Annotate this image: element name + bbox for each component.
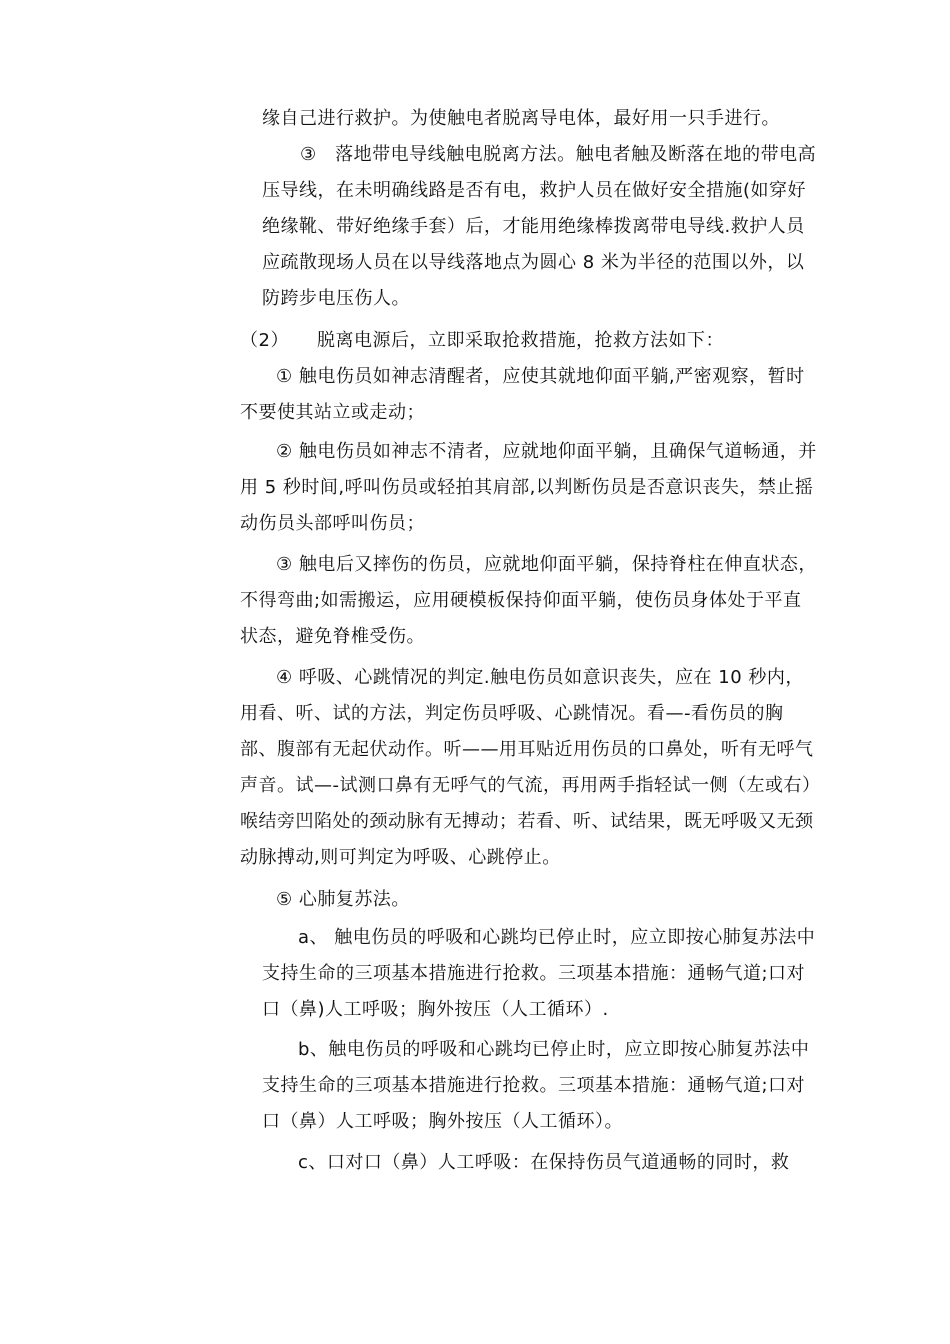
paragraph-item-1-conscious: ① 触电伤员如神志清醒者，应使其就地仰面平躺,严密观察，暂时不要使其站立或走动； bbox=[240, 366, 805, 423]
paragraph-sub-b: b、触电伤员的呼吸和心跳均已停止时，应立即按心肺复苏法中支持生命的三项基本措施进行抢救。三项基本措施：通畅气道;口对口（鼻）人工呼吸；胸外按压（人工循环）。 bbox=[262, 1039, 810, 1132]
paragraph-item-3-ground-wire: ③ 落地带电导线触电脱离方法。触电者触及断落在地的带电高压导线，在未明确线路是否有电，救护人员在做好安全措施(如穿好绝缘靴、带好绝缘手套）后，才能用绝缘棒拨离带电导线.救护人员应疏散现场人员在以导线落地点为圆心 8 米为半径的范围以外，以防跨步电压伤人。 bbox=[262, 144, 817, 309]
paragraph-sub-a: a、 触电伤员的呼吸和心跳均已停止时，应立即按心肺复苏法中支持生命的三项基本措施进行抢救。三项基本措施：通畅气道;口对口（鼻)人工呼吸；胸外按压（人工循环）. bbox=[262, 927, 816, 1020]
paragraph-item-2-unconscious: ② 触电伤员如神志不清者，应就地仰面平躺，且确保气道畅通，并用 5 秒时间,呼叫伤员或轻拍其肩部,以判断伤员是否意识丧失，禁止摇动伤员头部呼叫伤员； bbox=[240, 441, 817, 534]
paragraph-continuation: 缘自己进行救护。为使触电者脱离导电体，最好用一只手进行。 bbox=[262, 108, 780, 129]
paragraph-sub-c: c、口对口（鼻）人工呼吸：在保持伤员气道通畅的同时，救 bbox=[298, 1152, 790, 1173]
paragraph-item-5-cpr: ⑤ 心肺复苏法。 bbox=[276, 889, 410, 910]
paragraph-item-4-breathing-check: ④ 呼吸、心跳情况的判定.触电伤员如意识丧失，应在 10 秒内，用看、听、试的方法，判定伤员呼吸、心跳情况。看—-看伤员的胸部、腹部有无起伏动作。听——用耳贴近用伤员的口鼻处，听有无呼气声音。试—-试测口鼻有无呼气的气流，再用两手指轻试一侧（左或右）喉结旁凹陷处的颈动脉有无搏动；若看、听、试结果，既无呼吸又无颈动脉搏动,则可判定为呼吸、心跳停止。 bbox=[240, 667, 814, 868]
paragraph-section-2-heading: （2） 脱离电源后，立即采取抢救措施，抢救方法如下： bbox=[240, 330, 724, 351]
paragraph-item-3-fall-injury: ③ 触电后又摔伤的伤员，应就地仰面平躺，保持脊柱在伸直状态，不得弯曲;如需搬运，应用硬模板保持仰面平躺，使伤员身体处于平直状态，避免脊椎受伤。 bbox=[240, 554, 817, 647]
